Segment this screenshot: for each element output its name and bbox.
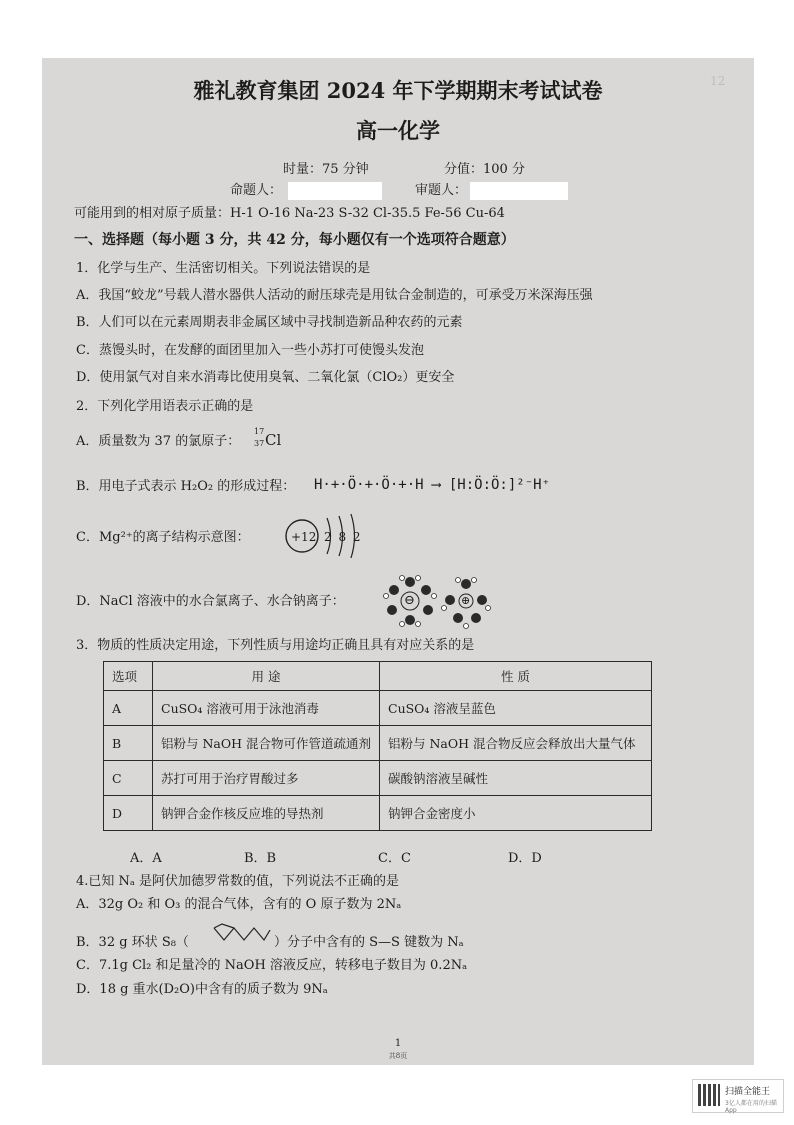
sodium-ion-symbol: ⊕: [461, 594, 471, 607]
q2-option-b: B．用电子式表示 H₂O₂ 的形成过程：: [76, 479, 296, 494]
reviewer-label: 审题人：: [415, 183, 468, 198]
q2-option-a: A．质量数为 37 的氯原子：: [76, 434, 241, 449]
row-property: 钠钾合金密度小: [380, 796, 652, 831]
row-option: D: [104, 796, 153, 831]
setter-label: 命题人：: [230, 183, 283, 198]
table-row: [104, 796, 652, 831]
q1-option-b: B．人们可以在元素周期表非金属区域中寻找制造新品种农药的元素: [76, 315, 463, 330]
row-usage: 钠钾合金作核反应堆的导热剂: [153, 796, 380, 831]
mg-electron-shells: 2 8 2: [324, 530, 361, 544]
isotope-top-number: 17: [254, 427, 265, 436]
table-row: [104, 691, 652, 726]
table-row: [104, 726, 652, 761]
hydrated-ions-diagram: [380, 574, 500, 630]
reviewer-redacted: [470, 182, 568, 200]
subject-title: 高一化学: [356, 118, 440, 143]
property-usage-table: [103, 661, 652, 831]
q3-stem: 3．物质的性质决定用途，下列性质与用途均正确且具有对应关系的是: [76, 638, 475, 653]
q4-option-b-prefix: B．32 g 环状 S₈（: [76, 935, 189, 950]
header-option: 选项: [104, 662, 153, 691]
q2-option-c: C．Mg²⁺的离子结构示意图：: [76, 530, 250, 545]
row-usage: 苏打可用于治疗胃酸过多: [153, 761, 380, 796]
qr-code-icon: [698, 1084, 720, 1106]
table-row: [104, 761, 652, 796]
s8-ring-diagram: [210, 920, 274, 948]
chlorine-isotope-notation: [254, 427, 284, 455]
row-property: 铝粉与 NaOH 混合物反应会释放出大量气体: [380, 726, 652, 761]
row-option: A: [104, 691, 153, 726]
q3-option-c: C．C: [378, 851, 411, 866]
chloride-ion-symbol: ⊖: [404, 593, 415, 608]
row-usage: 铝粉与 NaOH 混合物可作管道疏通剂: [153, 726, 380, 761]
q1-option-c: C．蒸馒头时，在发酵的面团里加入一些小苏打可使馒头发泡: [76, 343, 424, 358]
setter-redacted: [288, 182, 382, 200]
electron-formula: H·+·Ö·+·Ö·+·H ⟶ [H:Ö:Ö:]²⁻H⁺: [314, 477, 551, 493]
row-property: 碳酸钠溶液呈碱性: [380, 761, 652, 796]
table-header-row: [104, 662, 652, 691]
q4-option-c: C．7.1g Cl₂ 和足量冷的 NaOH 溶液反应，转移电子数目为 0.2Nₐ: [76, 958, 468, 973]
atomic-masses: 可能用到的相对原子质量：H-1 O-16 Na-23 S-32 Cl-35.5 Fe-56 Cu-64: [74, 206, 505, 221]
row-usage: CuSO₄ 溶液可用于泳池消毒: [153, 691, 380, 726]
total-score: 分值：100 分: [444, 162, 525, 177]
section-heading: 一、选择题（每小题 3 分，共 42 分，每小题仅有一个选项符合题意）: [74, 232, 515, 248]
scanner-name: 扫描全能王: [725, 1087, 771, 1097]
header-usage: 用 途: [153, 662, 380, 691]
page-total: 共8页: [388, 1052, 408, 1060]
isotope-symbol: Cl: [265, 431, 282, 449]
scanner-tagline: 3亿人都在用的扫描App: [725, 1100, 777, 1114]
time-limit: 时量：75 分钟: [283, 162, 369, 177]
exam-title: 雅礼教育集团 2024 年下学期期末考试试卷: [193, 78, 603, 103]
q3-option-b: B．B: [244, 851, 277, 866]
bleed-through-text: 12: [710, 74, 726, 88]
q1-stem: 1．化学与生产、生活密切相关。下列说法错误的是: [76, 261, 371, 276]
scanner-watermark: [692, 1079, 784, 1113]
q1-option-d: D．使用氯气对自来水消毒比使用臭氧、二氧化氯（ClO₂）更安全: [76, 370, 455, 385]
mg-nucleus-charge: +12: [291, 530, 317, 544]
q4-option-a: A．32g O₂ 和 O₃ 的混合气体，含有的 O 原子数为 2Nₐ: [76, 897, 402, 912]
q2-option-d: D．NaCl 溶液中的水合氯离子、水合钠离子：: [76, 594, 345, 609]
exam-page: [42, 58, 754, 1065]
header-property: 性 质: [380, 662, 652, 691]
q4-stem: 4.已知 Nₐ 是阿伏加德罗常数的值，下列说法不正确的是: [76, 874, 400, 889]
q3-option-a: A．A: [130, 851, 162, 866]
q4-option-d: D．18 g 重水(D₂O)中含有的质子数为 9Nₐ: [76, 982, 328, 997]
isotope-bottom-number: 37: [254, 439, 265, 448]
page-number: 1: [394, 1038, 402, 1049]
q3-option-d: D．D: [508, 851, 542, 866]
q1-option-a: A．我国“蛟龙”号载人潜水器供人活动的耐压球壳是用钛合金制造的，可承受万米深海压强: [76, 288, 593, 303]
row-property: CuSO₄ 溶液呈蓝色: [380, 691, 652, 726]
q4-option-b-suffix: ）分子中含有的 S—S 键数为 Nₐ: [274, 935, 464, 950]
row-option: B: [104, 726, 153, 761]
row-option: C: [104, 761, 153, 796]
q2-stem: 2．下列化学用语表示正确的是: [76, 399, 254, 414]
